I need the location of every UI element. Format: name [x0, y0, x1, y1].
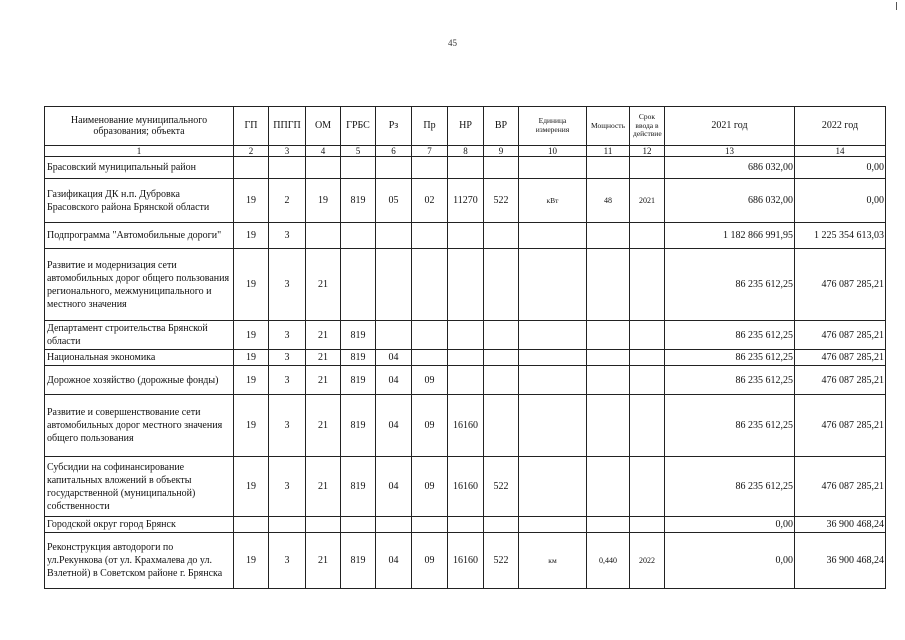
- cell-unit: [519, 517, 587, 533]
- cell-rz: [376, 321, 412, 350]
- cell-name: Департамент строительства Брянской области: [45, 321, 234, 350]
- cell-amount-2022: 1 225 354 613,03: [795, 223, 886, 249]
- cell-amount-2021: 1 182 866 991,95: [665, 223, 795, 249]
- cell-gp: 19: [234, 321, 269, 350]
- cell-vr: [484, 249, 519, 321]
- header-capacity: Мощность: [587, 107, 630, 146]
- cell-gp: 19: [234, 457, 269, 517]
- cell-grbs: 819: [341, 366, 376, 395]
- cell-name: Городской округ город Брянск: [45, 517, 234, 533]
- cell-nr: [448, 321, 484, 350]
- cell-pr: 09: [412, 533, 448, 589]
- cell-gp: 19: [234, 366, 269, 395]
- header-year-2022: 2022 год: [795, 107, 886, 146]
- cell-amount-2022: 36 900 468,24: [795, 533, 886, 589]
- table-row: [45, 157, 886, 179]
- cell-unit: кВт: [519, 179, 587, 223]
- header-year-2021: 2021 год: [665, 107, 795, 146]
- cell-vr: [484, 157, 519, 179]
- cell-nr: 16160: [448, 533, 484, 589]
- cell-grbs: 819: [341, 533, 376, 589]
- cell-capacity: [587, 517, 630, 533]
- cell-om: 21: [306, 533, 341, 589]
- table-row: [45, 350, 886, 366]
- cell-nr: 16160: [448, 395, 484, 457]
- cell-unit: [519, 350, 587, 366]
- cell-grbs: [341, 517, 376, 533]
- cell-ppgp: 3: [269, 457, 306, 517]
- cell-om: 19: [306, 179, 341, 223]
- cell-grbs: 819: [341, 350, 376, 366]
- cell-ppgp: 3: [269, 533, 306, 589]
- column-number: 12: [630, 146, 665, 157]
- table-row: [45, 366, 886, 395]
- table-row: [45, 223, 886, 249]
- column-number: 9: [484, 146, 519, 157]
- cell-commission-date: [630, 517, 665, 533]
- cell-grbs: [341, 223, 376, 249]
- cell-om: [306, 157, 341, 179]
- cell-capacity: 48: [587, 179, 630, 223]
- cell-ppgp: 3: [269, 350, 306, 366]
- cell-pr: 09: [412, 395, 448, 457]
- cell-pr: 09: [412, 366, 448, 395]
- cell-pr: 02: [412, 179, 448, 223]
- cell-amount-2021: 686 032,00: [665, 157, 795, 179]
- cell-capacity: [587, 157, 630, 179]
- cell-nr: 11270: [448, 179, 484, 223]
- cell-grbs: [341, 157, 376, 179]
- cell-om: 21: [306, 366, 341, 395]
- cell-unit: [519, 249, 587, 321]
- cell-name: Дорожное хозяйство (дорожные фонды): [45, 366, 234, 395]
- cell-rz: [376, 223, 412, 249]
- cell-gp: [234, 517, 269, 533]
- cell-commission-date: [630, 457, 665, 517]
- cell-capacity: [587, 249, 630, 321]
- cell-amount-2022: 476 087 285,21: [795, 366, 886, 395]
- cell-om: 21: [306, 321, 341, 350]
- cell-name: Национальная экономика: [45, 350, 234, 366]
- cell-vr: [484, 321, 519, 350]
- header-om: ОМ: [306, 107, 341, 146]
- cell-vr: 522: [484, 457, 519, 517]
- cell-capacity: [587, 457, 630, 517]
- column-number: 6: [376, 146, 412, 157]
- table-row: [45, 395, 886, 457]
- cell-amount-2022: 476 087 285,21: [795, 350, 886, 366]
- column-number: 14: [795, 146, 886, 157]
- column-number: 2: [234, 146, 269, 157]
- cell-commission-date: [630, 223, 665, 249]
- cell-amount-2021: 86 235 612,25: [665, 350, 795, 366]
- cell-rz: 04: [376, 533, 412, 589]
- cell-rz: 04: [376, 457, 412, 517]
- cell-rz: 04: [376, 395, 412, 457]
- header-grbs: ГРБС: [341, 107, 376, 146]
- column-number: 1: [45, 146, 234, 157]
- cell-ppgp: [269, 517, 306, 533]
- table-row: [45, 533, 886, 589]
- cell-unit: [519, 457, 587, 517]
- cell-gp: [234, 157, 269, 179]
- cell-unit: [519, 223, 587, 249]
- cell-nr: [448, 366, 484, 395]
- table-row: [45, 179, 886, 223]
- cell-pr: [412, 249, 448, 321]
- cell-grbs: [341, 249, 376, 321]
- cell-name: Развитие и модернизация сети автомобильных дорог общего пользования регионального, межмуниципального и местного значения: [45, 249, 234, 321]
- cell-commission-date: 2021: [630, 179, 665, 223]
- header-rz: Рз: [376, 107, 412, 146]
- cell-gp: 19: [234, 533, 269, 589]
- cell-amount-2021: 686 032,00: [665, 179, 795, 223]
- cell-pr: [412, 517, 448, 533]
- table-row: [45, 517, 886, 533]
- cell-amount-2021: 86 235 612,25: [665, 395, 795, 457]
- cell-rz: [376, 517, 412, 533]
- cell-capacity: [587, 350, 630, 366]
- table-row: [45, 321, 886, 350]
- column-number: 7: [412, 146, 448, 157]
- cell-capacity: [587, 366, 630, 395]
- column-number: 11: [587, 146, 630, 157]
- cell-rz: 04: [376, 350, 412, 366]
- cell-grbs: 819: [341, 457, 376, 517]
- cell-commission-date: [630, 157, 665, 179]
- cell-amount-2022: 0,00: [795, 157, 886, 179]
- cell-ppgp: 3: [269, 321, 306, 350]
- column-number: 8: [448, 146, 484, 157]
- cell-capacity: [587, 223, 630, 249]
- cell-commission-date: [630, 321, 665, 350]
- page-number: 45: [448, 38, 457, 48]
- cell-amount-2021: 86 235 612,25: [665, 249, 795, 321]
- header-ppgp: ППГП: [269, 107, 306, 146]
- cell-amount-2022: 476 087 285,21: [795, 321, 886, 350]
- cell-rz: [376, 249, 412, 321]
- cell-capacity: 0,440: [587, 533, 630, 589]
- cell-amount-2022: 476 087 285,21: [795, 457, 886, 517]
- cell-amount-2021: 0,00: [665, 517, 795, 533]
- cell-gp: 19: [234, 179, 269, 223]
- cell-unit: [519, 395, 587, 457]
- cell-om: 21: [306, 395, 341, 457]
- header-nr: НР: [448, 107, 484, 146]
- cell-om: 21: [306, 457, 341, 517]
- column-number: 10: [519, 146, 587, 157]
- scan-edge-mark: [896, 2, 897, 10]
- cell-vr: [484, 366, 519, 395]
- cell-pr: 09: [412, 457, 448, 517]
- column-number-row: [45, 146, 886, 157]
- cell-amount-2021: 86 235 612,25: [665, 321, 795, 350]
- table-row: [45, 457, 886, 517]
- cell-name: Подпрограмма "Автомобильные дороги": [45, 223, 234, 249]
- cell-amount-2021: 86 235 612,25: [665, 457, 795, 517]
- cell-ppgp: 2: [269, 179, 306, 223]
- cell-pr: [412, 157, 448, 179]
- column-number: 5: [341, 146, 376, 157]
- cell-capacity: [587, 395, 630, 457]
- column-number: 13: [665, 146, 795, 157]
- cell-unit: [519, 157, 587, 179]
- header-unit: Единица измерения: [519, 107, 587, 146]
- cell-nr: [448, 157, 484, 179]
- cell-amount-2022: 36 900 468,24: [795, 517, 886, 533]
- cell-commission-date: [630, 395, 665, 457]
- cell-name: Газификация ДК н.п. Дубровка Брасовского района Брянской области: [45, 179, 234, 223]
- cell-unit: [519, 321, 587, 350]
- cell-name: Брасовский муниципальный район: [45, 157, 234, 179]
- header-row: [45, 107, 886, 146]
- cell-ppgp: 3: [269, 366, 306, 395]
- cell-amount-2022: 476 087 285,21: [795, 249, 886, 321]
- column-number: 4: [306, 146, 341, 157]
- cell-commission-date: [630, 350, 665, 366]
- cell-amount-2022: 476 087 285,21: [795, 395, 886, 457]
- cell-pr: [412, 321, 448, 350]
- column-number: 3: [269, 146, 306, 157]
- cell-om: [306, 223, 341, 249]
- cell-nr: [448, 350, 484, 366]
- cell-vr: [484, 517, 519, 533]
- cell-ppgp: 3: [269, 395, 306, 457]
- cell-ppgp: 3: [269, 249, 306, 321]
- cell-pr: [412, 350, 448, 366]
- cell-vr: 522: [484, 533, 519, 589]
- cell-nr: [448, 517, 484, 533]
- cell-unit: [519, 366, 587, 395]
- cell-om: [306, 517, 341, 533]
- cell-rz: [376, 157, 412, 179]
- cell-unit: км: [519, 533, 587, 589]
- cell-gp: 19: [234, 223, 269, 249]
- cell-rz: 05: [376, 179, 412, 223]
- cell-vr: 522: [484, 179, 519, 223]
- cell-commission-date: 2022: [630, 533, 665, 589]
- cell-commission-date: [630, 366, 665, 395]
- cell-om: 21: [306, 350, 341, 366]
- cell-pr: [412, 223, 448, 249]
- header-name: Наименование муниципального образования; объекта: [45, 107, 234, 146]
- cell-name: Развитие и совершенствование сети автомобильных дорог местного значения общего пользования: [45, 395, 234, 457]
- header-gp: ГП: [234, 107, 269, 146]
- cell-om: 21: [306, 249, 341, 321]
- header-vr: ВР: [484, 107, 519, 146]
- cell-grbs: 819: [341, 395, 376, 457]
- cell-gp: 19: [234, 249, 269, 321]
- cell-gp: 19: [234, 350, 269, 366]
- cell-vr: [484, 223, 519, 249]
- cell-nr: [448, 249, 484, 321]
- cell-name: Субсидии на софинансирование капитальных вложений в объекты государственной (муниципальной) собственности: [45, 457, 234, 517]
- cell-commission-date: [630, 249, 665, 321]
- header-commission-date: Срок ввода в действие: [630, 107, 665, 146]
- cell-grbs: 819: [341, 321, 376, 350]
- cell-gp: 19: [234, 395, 269, 457]
- table-row: [45, 249, 886, 321]
- cell-ppgp: [269, 157, 306, 179]
- cell-nr: 16160: [448, 457, 484, 517]
- cell-nr: [448, 223, 484, 249]
- cell-capacity: [587, 321, 630, 350]
- header-pr: Пр: [412, 107, 448, 146]
- budget-table: [44, 106, 886, 589]
- cell-vr: [484, 395, 519, 457]
- cell-name: Реконструкция автодороги по ул.Рекункова (от ул. Крахмалева до ул. Взлетной) в Советском районе г. Брянска: [45, 533, 234, 589]
- cell-ppgp: 3: [269, 223, 306, 249]
- cell-amount-2021: 0,00: [665, 533, 795, 589]
- cell-rz: 04: [376, 366, 412, 395]
- cell-amount-2022: 0,00: [795, 179, 886, 223]
- cell-vr: [484, 350, 519, 366]
- cell-amount-2021: 86 235 612,25: [665, 366, 795, 395]
- cell-grbs: 819: [341, 179, 376, 223]
